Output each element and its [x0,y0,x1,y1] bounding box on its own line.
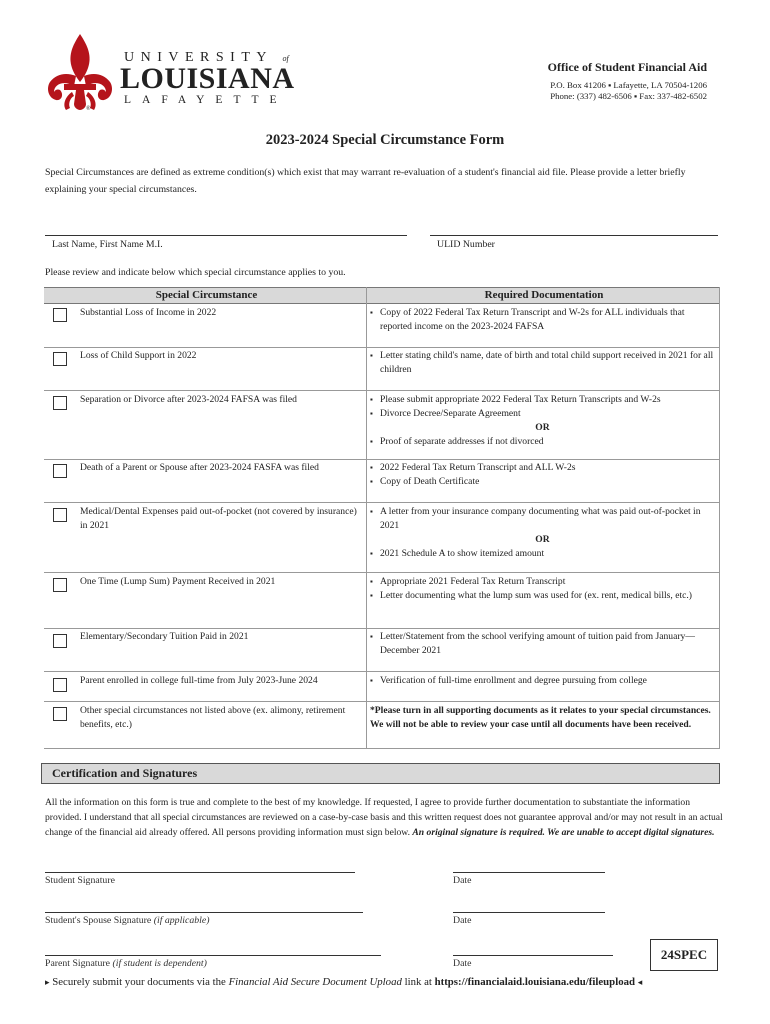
documentation-list [370,461,715,489]
doc-item: ▪ Verification of full-time enrollment and degree pursuing from college [370,674,715,688]
table-row [44,303,719,348]
circumstance-label: Death of a Parent or Spouse after 2023-2024 FASFA was filed [80,462,319,473]
checkbox-medical-dental[interactable] [53,508,67,522]
circumstance-label: Loss of Child Support in 2022 [80,350,197,361]
office-title: Office of Student Financial Aid [547,60,707,74]
circumstance-label: Other special circumstances not listed above (ex. alimony, retirement benefits, etc.) [80,705,346,730]
table-row [44,347,719,391]
doc-item: ▪ Letter documenting what the lump sum was used for (ex. rent, medical bills, etc.) [370,589,715,603]
office-phone: Phone: (337) 482-6506 ▪ Fax: 337-482-6502 [550,91,707,101]
upload-link[interactable]: https://financialaid.louisiana.edu/fileupload [434,976,635,988]
doc-item: ▪ Divorce Decree/Separate Agreement [370,407,715,421]
checkbox-other[interactable] [53,707,67,721]
logo-university-text: UNIVERSITY of [124,50,289,65]
footer-lead: Securely submit your documents via the [52,976,226,988]
parent-date-label: Date [453,958,472,969]
table-row [44,459,719,503]
office-info [548,60,707,101]
circumstance-label: Separation or Divorce after 2023-2024 FAFSA was filed [80,394,297,405]
logo-louisiana-text: LOUISIANA [120,62,295,95]
parent-date-line[interactable] [453,955,613,956]
circumstance-label: Substantial Loss of Income in 2022 [80,307,217,318]
name-field-line[interactable] [45,235,407,236]
documentation-list [370,306,715,334]
table-row [44,390,719,460]
logo-lafayette-text: LAFAYETTE [124,94,288,106]
footer-upload-note [45,976,725,988]
table-row [44,572,719,629]
student-signature-line[interactable] [45,872,355,873]
doc-item: ▪ A letter from your insurance company documenting what was paid out-of-pocket in 2021 [370,505,715,533]
documentation-list [370,505,715,561]
footer-mid: link at [404,976,432,988]
checkbox-child-support[interactable] [53,352,67,366]
table-row [44,628,719,672]
circumstance-label: Elementary/Secondary Tuition Paid in 2021 [80,631,249,642]
doc-note: *Please turn in all supporting documents as it relates to your special circumstances. We will not be able to review your case until all documents have been received. [370,705,711,730]
spouse-signature-line[interactable] [45,912,363,913]
certification-body: All the information on this form is true and complete to the best of my knowledge. If requested, I agree to provide further documentation to substantiate the information provided. I understand that all special circumstances are reviewed on a case-by-case basis and this written request does not guarantee approval and/or may not result in an actual change of the financial aid already offered. All persons providing information must sign below. [45,797,723,838]
checkbox-lump-sum[interactable] [53,578,67,592]
ulid-field-line[interactable] [430,235,718,236]
documentation-list [370,674,715,688]
review-instruction: Please review and indicate below which special circumstance applies to you. [45,267,346,278]
intro-text: Special Circumstances are defined as extreme condition(s) which exist that may warrant re-evaluation of a student's financial aid file. Please provide a letter briefly explaining your special circumstances. [45,167,686,195]
table-header [44,287,719,304]
table-row [44,671,719,702]
col-header-circumstance: Special Circumstance [155,289,258,301]
circumstance-label: Medical/Dental Expenses paid out-of-pocket (not covered by insurance) in 2021 [80,506,357,531]
doc-item: ▪ Copy of Death Certificate [370,475,715,489]
certification-header [41,763,720,784]
right-triangle-icon: ▸ [45,977,50,987]
spouse-signature-label: Student's Spouse Signature (if applicable) [45,915,210,926]
certification-title: Certification and Signatures [52,766,198,780]
parent-signature-label: Parent Signature (if student is dependent) [45,958,207,969]
parent-signature-line[interactable] [45,955,381,956]
documentation-list [370,349,715,377]
documentation-note [370,704,715,732]
checkbox-death[interactable] [53,464,67,478]
spouse-date-label: Date [453,915,472,926]
doc-or: OR [535,422,550,433]
doc-item: ▪ 2021 Schedule A to show itemized amount [370,547,715,561]
table-row [44,701,719,749]
table-row [44,502,719,573]
circumstance-label: One Time (Lump Sum) Payment Received in 2021 [80,576,276,587]
certification-text [45,795,725,840]
documentation-list [370,393,715,449]
checkbox-parent-enrolled[interactable] [53,678,67,692]
col-header-documentation: Required Documentation [484,289,604,301]
university-logo-fleur-de-lis [42,32,118,114]
form-code-box: 24SPEC [650,939,718,971]
certification-warning: An original signature is required. We are unable to accept digital signatures. [412,827,715,838]
doc-item: ▪ Appropriate 2021 Federal Tax Return Transcript [370,575,715,589]
doc-item: ▪ Letter stating child's name, date of birth and total child support received in 2021 for all children [370,349,715,377]
ulid-field-label: ULID Number [437,239,495,250]
checkbox-substantial-loss[interactable] [53,308,67,322]
documentation-list [370,630,715,658]
spouse-date-line[interactable] [453,912,605,913]
registered-mark: ® [86,106,91,112]
form-title: 2023-2024 Special Circumstance Form [265,132,505,148]
name-field-label: Last Name, First Name M.I. [52,239,163,250]
doc-or: OR [535,534,550,545]
doc-item: ▪ Proof of separate addresses if not divorced [370,435,715,449]
doc-item: ▪ Copy of 2022 Federal Tax Return Transcript and W-2s for ALL individuals that reported income on the 2023-2024 FAFSA [370,306,715,334]
student-date-label: Date [453,875,472,886]
doc-item: ▪ Please submit appropriate 2022 Federal Tax Return Transcripts and W-2s [370,393,715,407]
footer-upload-name: Financial Aid Secure Document Upload [228,976,402,988]
doc-item: ▪ Letter/Statement from the school verifying amount of tuition paid from January—December 2021 [370,630,715,658]
checkbox-separation-divorce[interactable] [53,396,67,410]
student-signature-label: Student Signature [45,875,115,886]
documentation-list [370,575,715,603]
student-date-line[interactable] [453,872,605,873]
circumstance-table [44,287,720,749]
circumstance-label: Parent enrolled in college full-time from July 2023-June 2024 [80,675,318,686]
office-address: P.O. Box 41206 ▪ Lafayette, LA 70504-1206 [550,80,707,90]
checkbox-tuition[interactable] [53,634,67,648]
doc-item: ▪ 2022 Federal Tax Return Transcript and ALL W-2s [370,461,715,475]
left-triangle-icon: ◂ [637,977,643,987]
